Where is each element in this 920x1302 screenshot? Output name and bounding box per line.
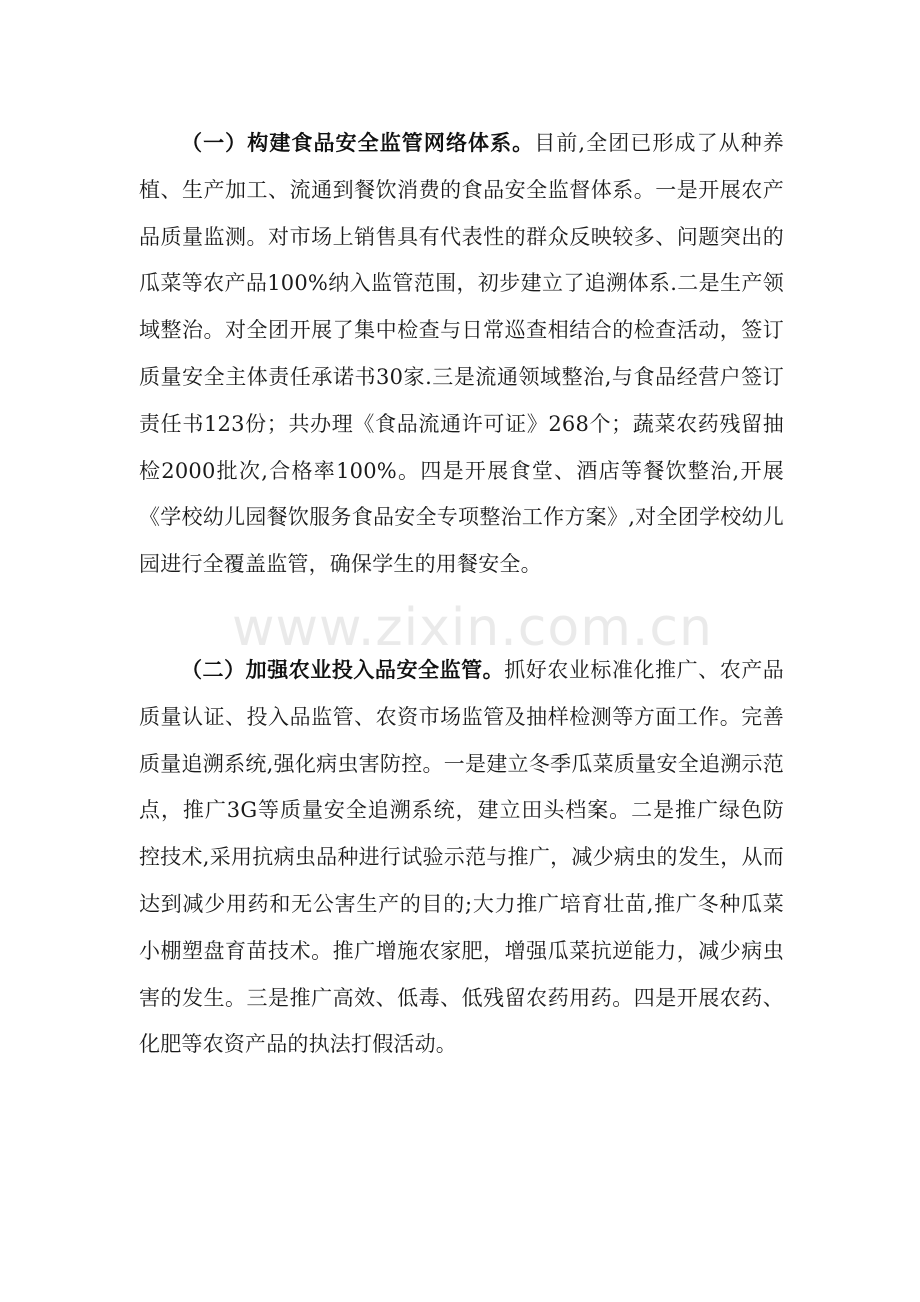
section-2-body: 抓好农业标准化推广、农产品质量认证、投入品监管、农资市场监管及抽样检测等方面工作。完善质量追溯系统,强化病虫害防控。一是建立冬季瓜菜质量安全追溯示范点，推广3G等质量安全追溯系统，建立田头档案。二是推广绿色防控技术,采用抗病虫品种进行试验示范与推广，减少病虫的发生，从而达到减少用药和无公害生产的目的;大力推广培育壮苗,推广冬种瓜菜小棚塑盘育苗技术。推广增施农家肥，增强瓜菜抗逆能力，减少病虫害的发生。三是推广高效、低毒、低残留农药用药。四是开展农药、化肥等农资产品的执法打假活动。: [139, 658, 784, 1057]
watermark: www.zixin.com.cn: [232, 598, 713, 658]
section-2-heading: （二）加强农业投入品安全监管。: [181, 657, 505, 682]
section-1-paragraph: [139, 120, 784, 588]
section-1-heading: （一）构建食品安全监管网络体系。: [181, 130, 535, 155]
section-2-paragraph: [139, 647, 784, 1068]
section-1-body: 目前,全团已形成了从种养植、生产加工、流通到餐饮消费的食品安全监督体系。一是开展农产品质量监测。对市场上销售具有代表性的群众反映较多、问题突出的瓜菜等农产品100%纳入监管范围，初步建立了追溯体系.二是生产领域整治。对全团开展了集中检查与日常巡查相结合的检查活动，签订质量安全主体责任承诺书30家.三是流通领域整治,与食品经营户签订责任书123份；共办理《食品流通许可证》268个；蔬菜农药残留抽检2000批次,合格率100%。四是开展食堂、酒店等餐饮整治,开展《学校幼儿园餐饮服务食品安全专项整治工作方案》,对全团学校幼儿园进行全覆盖监管，确保学生的用餐安全。: [139, 131, 785, 577]
